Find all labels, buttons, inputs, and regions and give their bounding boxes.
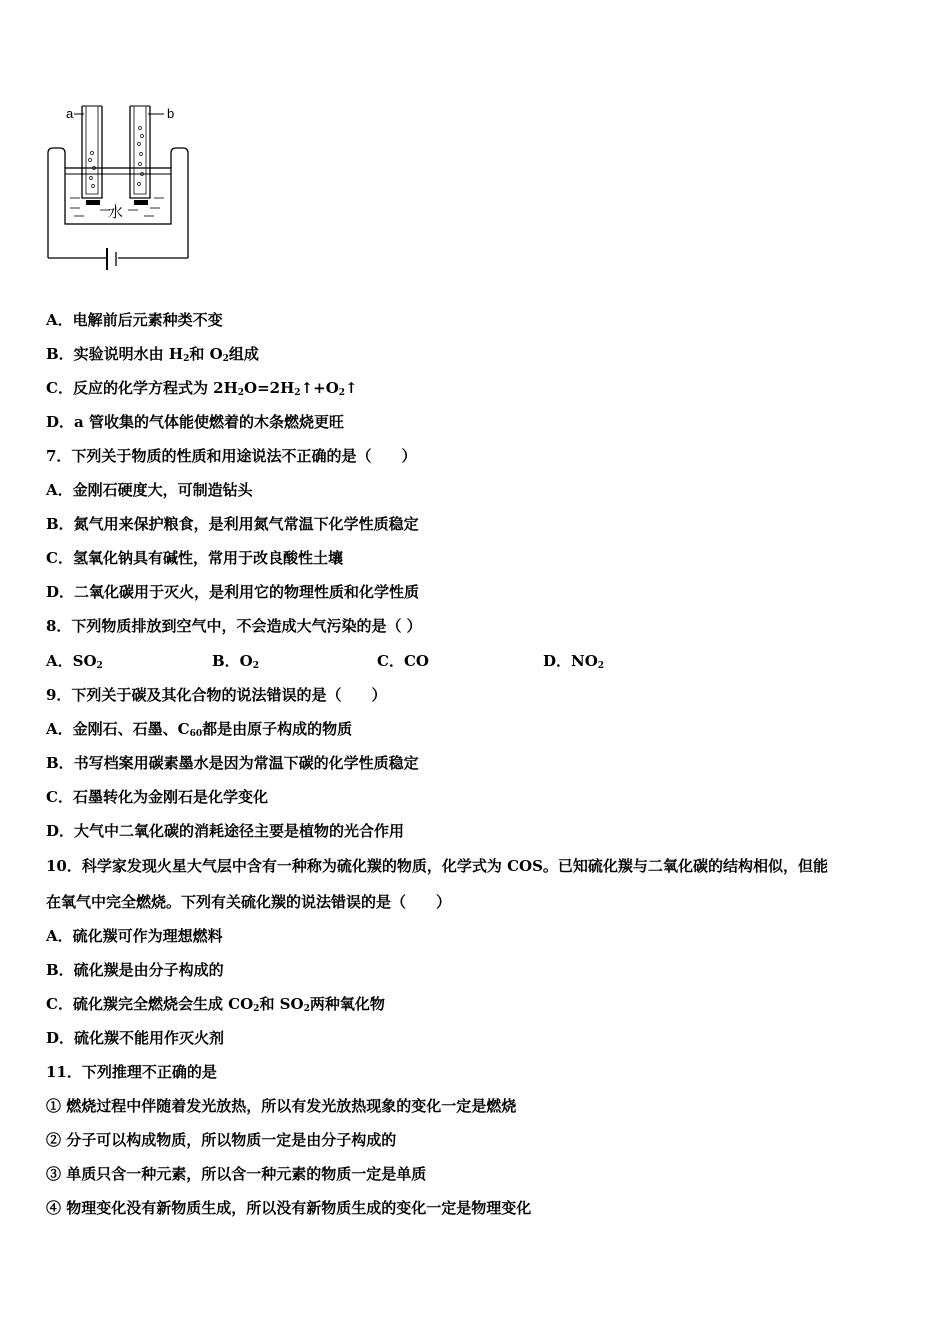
q6-option-d: D．a 管收集的气体能使燃着的木条燃烧更旺 [46,413,344,431]
electrolysis-apparatus-diagram [40,98,200,283]
q11-item-1: ① 燃烧过程中伴随着发光放热，所以有发光放热现象的变化一定是燃烧 [46,1097,517,1115]
q10-stem-line-1: 10．科学家发现火星大气层中含有一种称为硫化羰的物质，化学式为 COS。已知硫化羰与二氧化碳的结构相似，但能 [46,857,828,875]
q6-option-c: C．反应的化学方程式为 $2H_2O=2H_2↑+O_2↑$ [46,379,358,398]
q11-item-4: ④ 物理变化没有新物质生成，所以没有新物质生成的变化一定是物理变化 [46,1199,532,1217]
q6-option-b: B．实验说明水由 $H_2$和 $O_2$组成 [46,345,259,364]
q8-stem: 8．下列物质排放到空气中，不会造成大气污染的是（ ） [46,617,422,635]
q11-item-3: ③ 单质只含一种元素，所以含一种元素的物质一定是单质 [46,1165,427,1183]
q7-option-c: C．氢氧化钠具有碱性，常用于改良酸性土壤 [46,549,343,567]
q10-option-c: C．硫化羰完全燃烧会生成 $CO_2$和 $SO_2$两种氧化物 [46,995,385,1014]
q8-option-b: B．$O_2$ [212,652,260,671]
label-water: 水 [108,203,124,221]
q7-option-b: B．氮气用来保护粮食，是利用氮气常温下化学性质稳定 [46,515,419,533]
q7-stem: 7．下列关于物质的性质和用途说法不正确的是（ ） [46,447,417,465]
q10-option-d: D．硫化羰不能用作灭火剂 [46,1029,225,1047]
q8-option-d: D．$NO_2$ [543,652,605,671]
q7-option-a: A．金刚石硬度大，可制造钻头 [46,481,253,499]
q6-option-a: A．电解前后元素种类不变 [46,311,223,329]
q11-item-2: ② 分子可以构成物质，所以物质一定是由分子构成的 [46,1131,397,1149]
q8-option-c: C．CO [377,652,429,670]
q9-option-c: C．石墨转化为金刚石是化学变化 [46,788,268,806]
q10-option-a: A．硫化羰可作为理想燃料 [46,927,223,945]
q8-option-a: A．$SO_2$ [46,652,103,671]
label-b: b [167,106,175,121]
q9-stem: 9．下列关于碳及其化合物的说法错误的是（ ） [46,686,387,704]
q10-stem-line-2: 在氧气中完全燃烧。下列有关硫化羰的说法错误的是（ ） [46,893,452,911]
q9-option-b: B．书写档案用碳素墨水是因为常温下碳的化学性质稳定 [46,754,419,772]
label-a: a [66,106,74,121]
q7-option-d: D．二氧化碳用于灭火，是利用它的物理性质和化学性质 [46,583,420,601]
q9-option-a: A．金刚石、石墨、$C_{60}$都是由原子构成的物质 [46,720,353,739]
q10-option-b: B．硫化羰是由分子构成的 [46,961,224,979]
q9-option-d: D．大气中二氧化碳的消耗途径主要是植物的光合作用 [46,822,405,840]
q11-stem: 11．下列推理不正确的是 [46,1063,217,1081]
